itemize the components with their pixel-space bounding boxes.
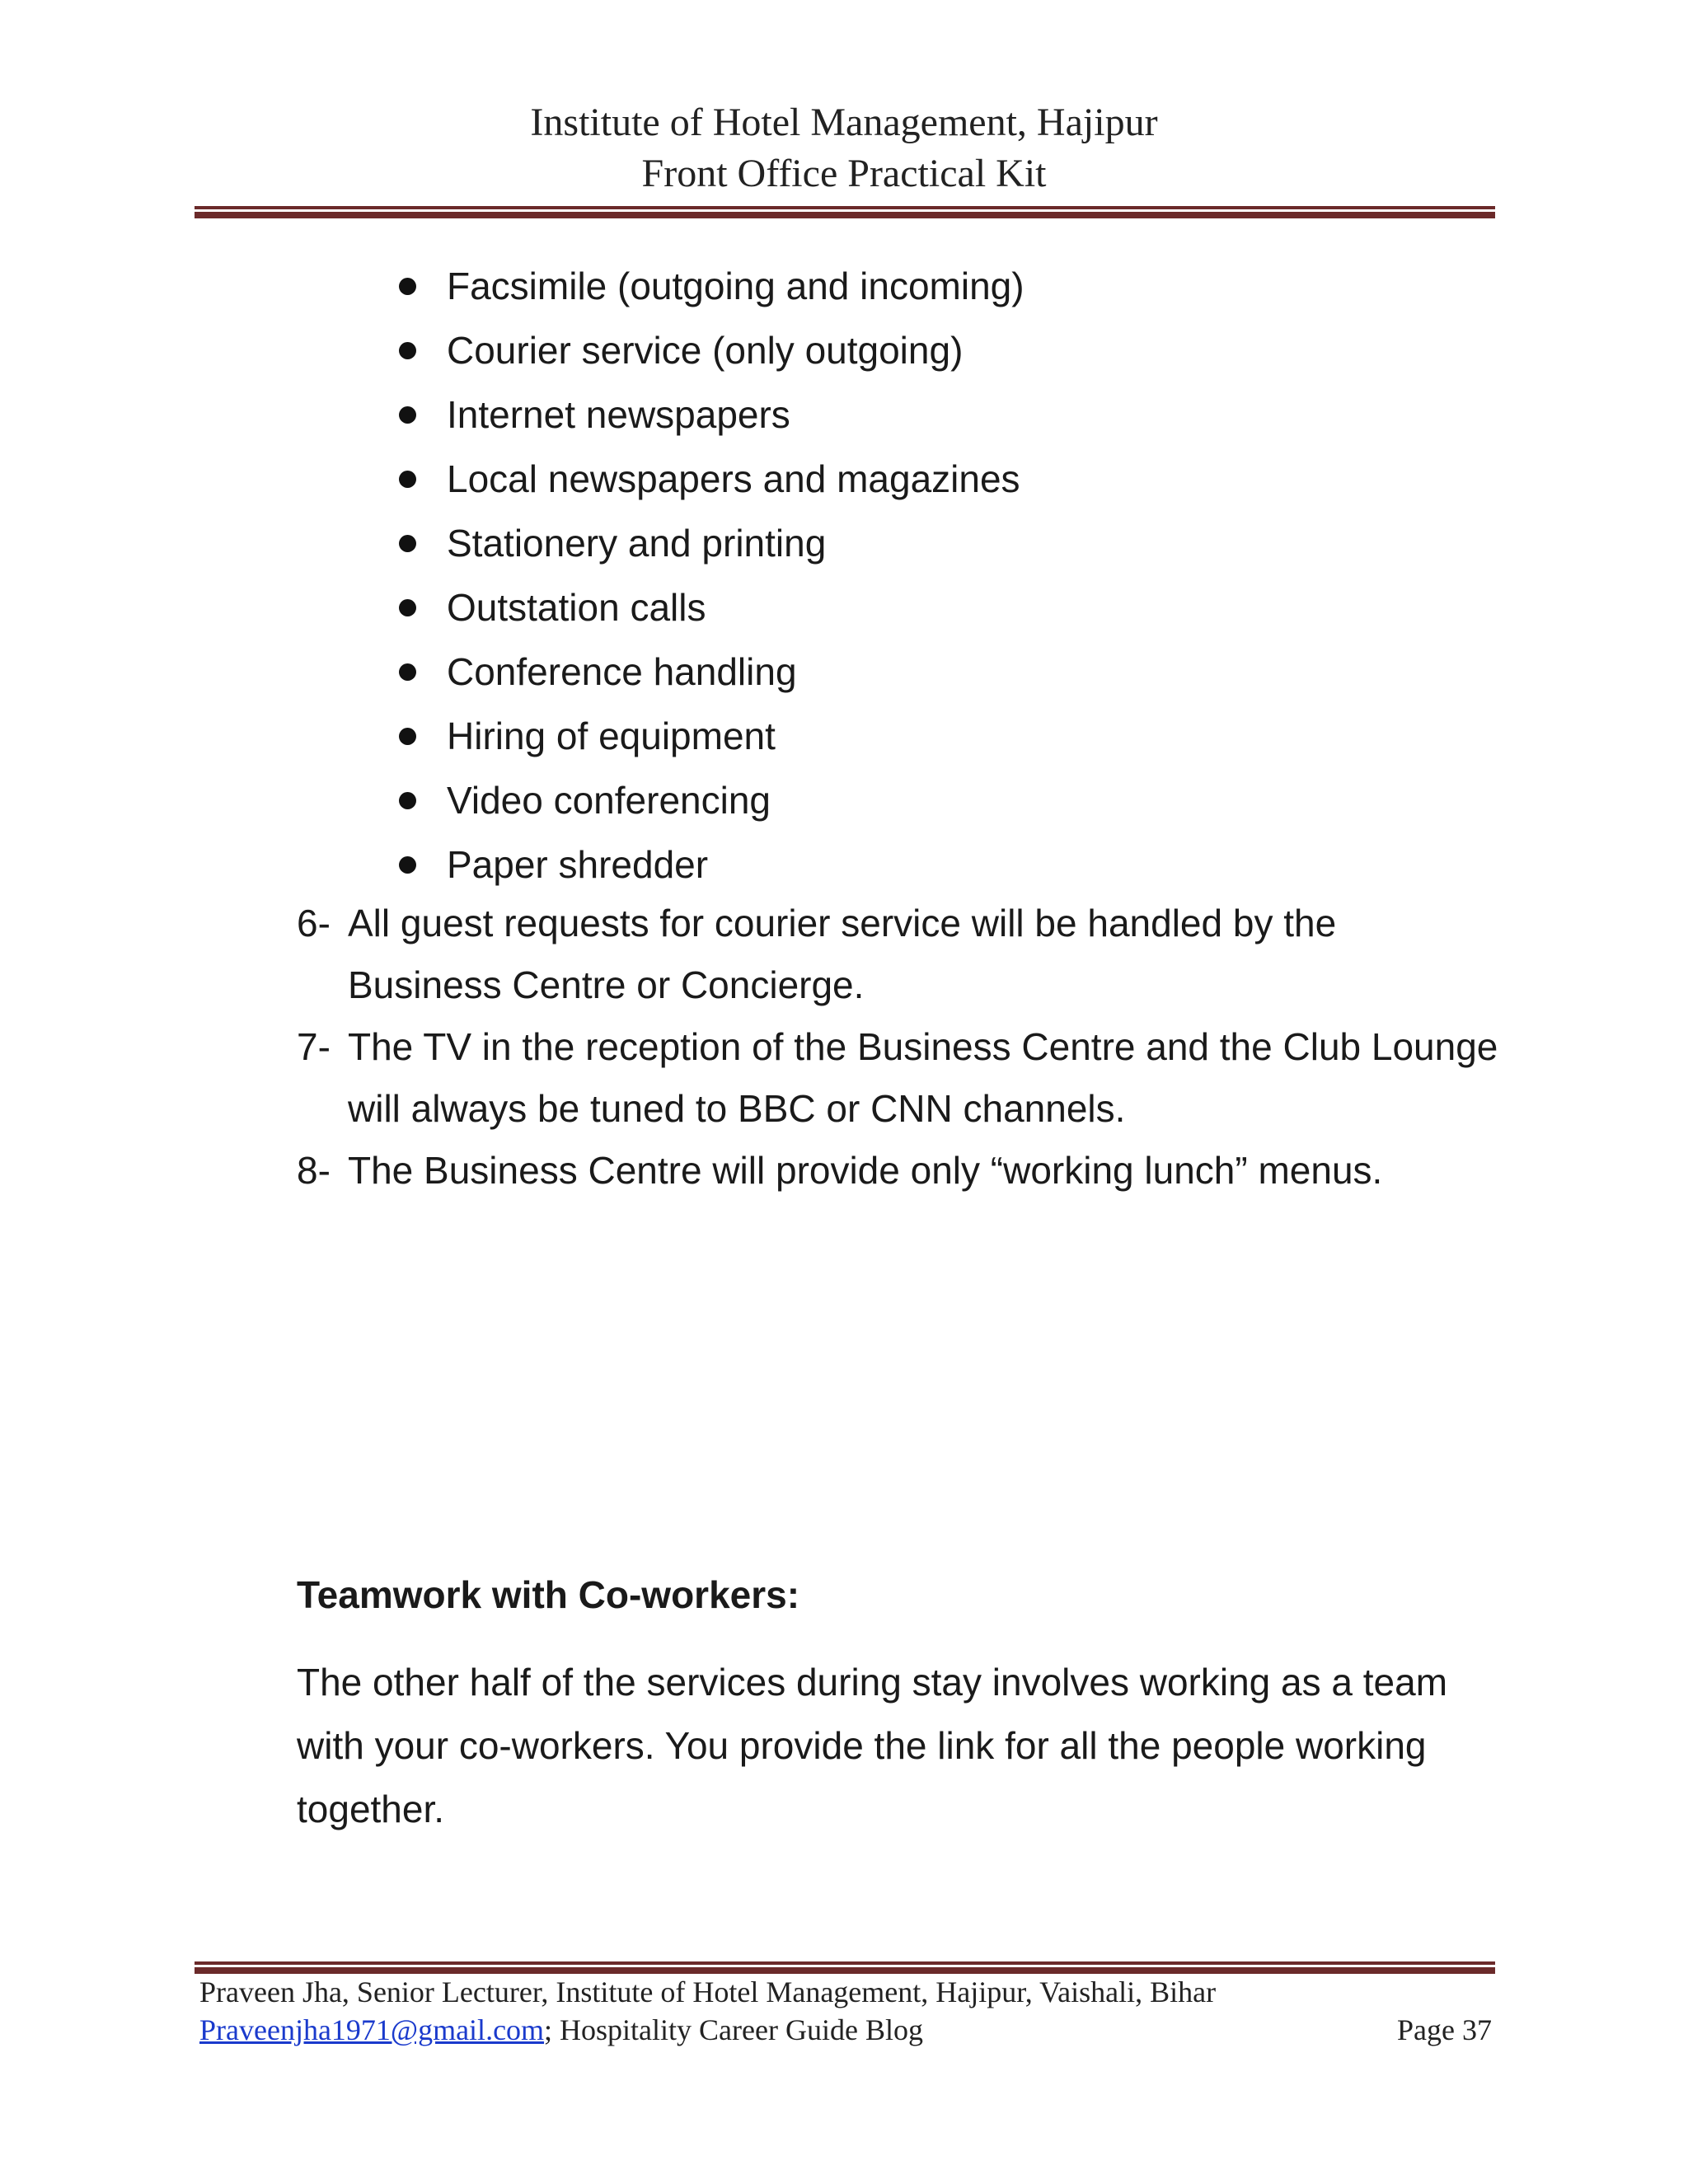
list-item: Courier service (only outgoing) (392, 318, 1025, 382)
header-divider (195, 206, 1495, 218)
list-item: Stationery and printing (392, 511, 1025, 575)
bullet-icon (399, 792, 416, 809)
item-text: All guest requests for courier service will be handled by the Business Centre or Concierge. (348, 902, 1337, 1006)
list-item: Outstation calls (392, 575, 1025, 640)
item-text: The Business Centre will provide only “working lunch” menus. (348, 1149, 1383, 1192)
bullet-icon (399, 406, 416, 424)
numbered-item-8 (297, 1140, 1500, 1202)
list-item: Local newspapers and magazines (392, 447, 1025, 511)
footer-contact-line (199, 2011, 1492, 2049)
bullet-icon (399, 856, 416, 874)
page-header (0, 97, 1688, 199)
numbered-item-6 (297, 893, 1500, 1016)
list-item: Facsimile (outgoing and incoming) (392, 254, 1025, 318)
list-item: Video conferencing (392, 768, 1025, 832)
numbered-item-7 (297, 1016, 1500, 1140)
list-item: Internet newspapers (392, 382, 1025, 447)
footer-author: Praveen Jha, Senior Lecturer, Institute of Hotel Management, Hajipur, Vaishali, Bihar (199, 1975, 1217, 2008)
item-text: The TV in the reception of the Business Centre and the Club Lounge will always be tuned to BBC or CNN channels. (348, 1025, 1498, 1130)
section-heading: Teamwork with Co-workers: (297, 1573, 800, 1616)
footer-blog: ; Hospitality Career Guide Blog (544, 2013, 923, 2046)
page-number: Page 37 (1397, 2013, 1492, 2046)
bullet-icon (399, 278, 416, 295)
section-paragraph: The other half of the services during stay involves working as a team with your co-workers. You provide the link for all the people working together. (297, 1661, 1448, 1830)
item-number: 7- (297, 1025, 331, 1068)
bullet-icon (399, 663, 416, 681)
email-link[interactable]: Praveenjha1971@gmail.com (199, 2013, 545, 2046)
bullet-icon (399, 535, 416, 552)
page-footer (199, 1973, 1492, 2049)
item-number: 8- (297, 1149, 331, 1192)
list-item: Paper shredder (392, 832, 1025, 897)
item-number: 6- (297, 902, 331, 944)
header-kit-title: Front Office Practical Kit (641, 152, 1047, 195)
bullet-icon (399, 471, 416, 488)
services-bullet-list (392, 254, 1025, 897)
footer-divider (195, 1961, 1495, 1974)
list-item: Conference handling (392, 640, 1025, 704)
header-institute: Institute of Hotel Management, Hajipur (530, 101, 1158, 144)
bullet-icon (399, 728, 416, 745)
bullet-icon (399, 599, 416, 616)
bullet-icon (399, 342, 416, 359)
numbered-rules-list (297, 893, 1500, 1202)
list-item: Hiring of equipment (392, 704, 1025, 768)
